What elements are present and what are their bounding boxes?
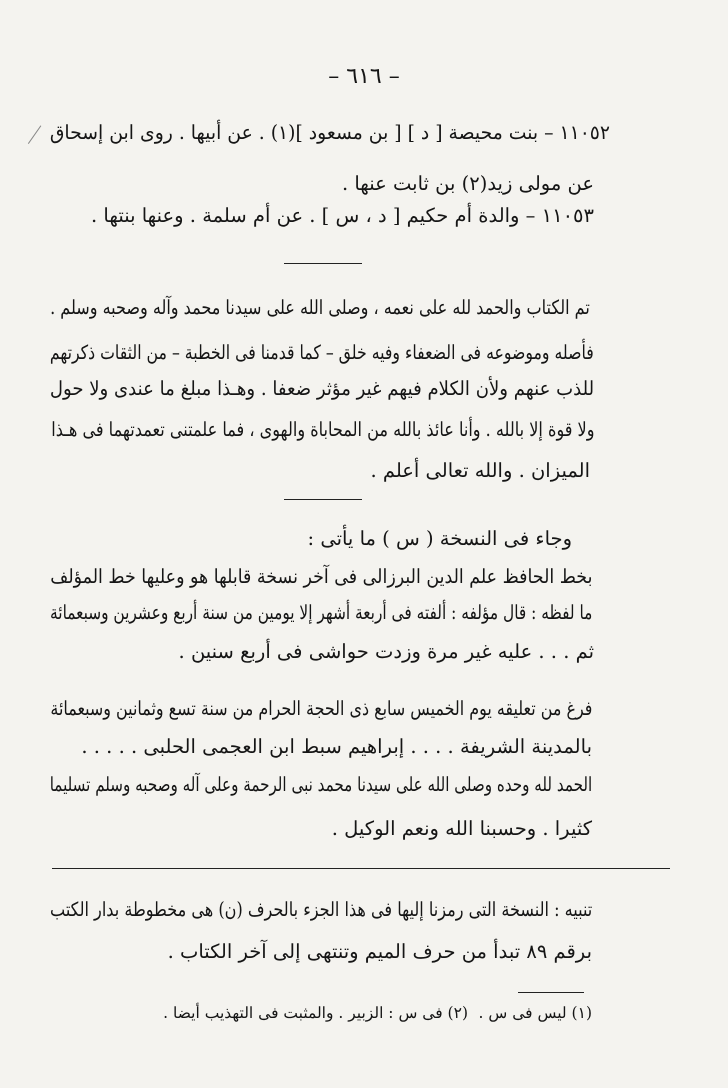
manuscript-note-line-1: بخط الحافظ علم الدين البرزالى فى آخر نسخة قابلها هو وعليها خط المؤلف [49, 565, 592, 588]
entry-11053: ١١٠٥٣ – والدة أم حكيم [ د ، س ] . عن أم سلمة . وعنها بنتها . [91, 204, 594, 227]
entry-11052-line2: عن مولى زيد(٢) بن ثابت عنها . [341, 172, 594, 195]
footnote-1: (١) ليس فى س . [478, 1004, 592, 1022]
page-number: – ٦١٦ – [328, 64, 400, 89]
colophon-line-4: كثيرا . وحسبنا الله ونعم الوكيل . [331, 817, 592, 840]
closing-line-3: للذب عنهم ولأن الكلام فيهم غير مؤثر ضعفا . وهـذا مبلغ ما عندى ولا حول [49, 377, 594, 400]
margin-mark [28, 125, 42, 144]
manuscript-note-line-3: ثم . . . عليه غير مرة وزدت حواشى فى أربع سنين . [178, 640, 594, 663]
closing-line-1: تم الكتاب والحمد لله على نعمه ، وصلى الله على سيدنا محمد وآله وصحبه وسلم . [50, 296, 590, 319]
manuscript-note-line-2: ما لفظه : قال مؤلفه : ألفته فى أربعة أشهر إلا يومين من سنة أربع وعشرين وسبعمائة [49, 601, 592, 624]
closing-line-2: فأصله وموضوعه فى الضعفاء وفيه خلق – كما قدمنا فى الخطبة – من الثقات ذكرتهم [50, 341, 594, 364]
colophon-line-2: بالمدينة الشريفة . . . . إبراهيم سبط ابن العجمى الحلبى . . . . . [81, 735, 592, 758]
notice-line-1: تنبيه : النسخة التى رمزنا إليها فى هذا الجزء بالحرف (ن) هى مخطوطة بدار الكتب [49, 898, 592, 921]
closing-line-4: ولا قوة إلا بالله . وأنا عائذ بالله من المحاباة والهوى ، فما علمتنى تعمدتهما فى هـذا [50, 418, 594, 441]
separator-rule [284, 499, 362, 500]
manuscript-note-heading: وجاء فى النسخة ( س ) ما يأتى : [307, 527, 572, 550]
entry-11052-line1: ١١٠٥٢ – بنت محيصة [ د ] [ بن مسعود ](١) . عن أبيها . روى ابن إسحاق [49, 121, 610, 144]
colophon-line-3: الحمد لله وحده وصلى الله على سيدنا محمد نبى الرحمة وعلى آله وصحبه وسلم تسليما [49, 773, 592, 796]
closing-line-5: الميزان . والله تعالى أعلم . [370, 459, 590, 482]
footnote-2: (٢) فى س : الزبير . والمثبت فى التهذيب أيضا . [163, 1004, 468, 1022]
footnote-rule [518, 992, 584, 993]
separator-rule [284, 263, 362, 264]
colophon-line-1: فرغ من تعليقه يوم الخميس سابع ذى الحجة الحرام من سنة تسع وثمانين وسبعمائة [50, 697, 592, 720]
notice-top-rule [52, 868, 670, 869]
notice-line-2: برقم ٨٩ تبدأ من حرف الميم وتنتهى إلى آخر الكتاب . [167, 940, 592, 963]
